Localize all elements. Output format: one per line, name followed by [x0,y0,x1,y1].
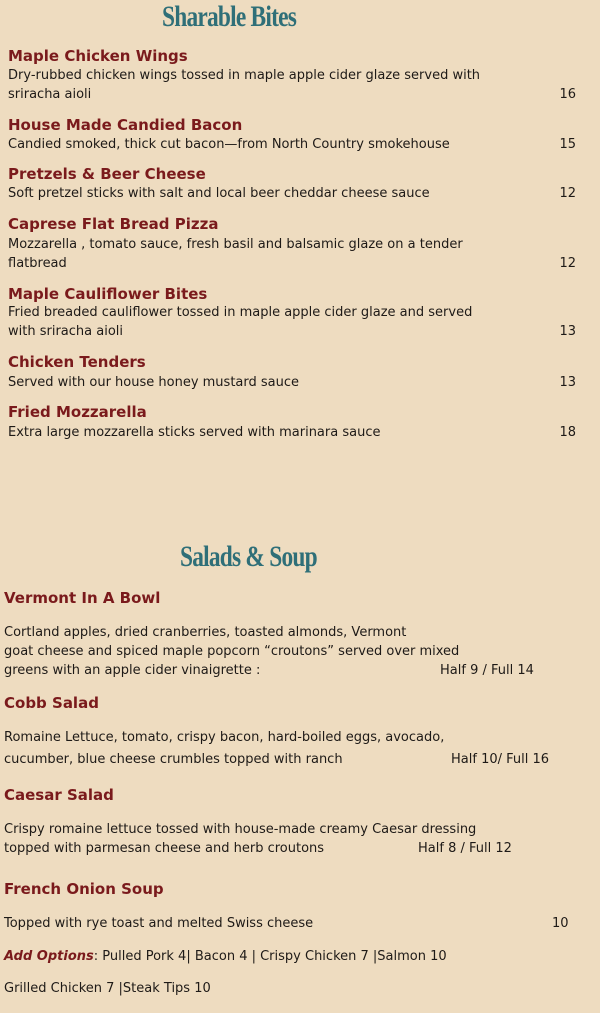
item-description: greens with an apple cider vinaigrette : [4,663,261,678]
item-description: Candied smoked, thick cut bacon—from North Country smokehouse [8,137,450,152]
item-description: Soft pretzel sticks with salt and local beer cheddar cheese sauce [8,186,430,201]
item-name: Pretzels & Beer Cheese [8,165,206,183]
item-price: 13 [559,375,576,390]
item-description: sriracha aioli [8,87,92,102]
item-name: Caesar Salad [4,786,114,804]
item-name: House Made Candied Bacon [8,116,243,134]
item-price: 12 [559,186,576,201]
item-name: Vermont In A Bowl [4,589,161,607]
item-name: Maple Cauliflower Bites [8,285,208,303]
item-price: Half 8 / Full 12 [418,841,512,856]
item-description: Served with our house honey mustard sauce [8,375,300,390]
item-price: 12 [559,256,576,271]
item-description: Cortland apples, dried cranberries, toasted almonds, Vermont [4,625,407,640]
item-description: Fried breaded cauliflower tossed in maple apple cider glaze and served [8,305,473,320]
item-price: 16 [559,87,576,102]
item-name: Fried Mozzarella [8,403,147,421]
item-price: Half 10/ Full 16 [451,752,550,767]
item-description: Crispy romaine lettuce tossed with house-made creamy Caesar dressing [4,822,477,837]
item-description: Dry-rubbed chicken wings tossed in maple apple cider glaze served with [8,68,481,83]
item-description: flatbread [8,256,67,271]
item-description: topped with parmesan cheese and herb croutons [4,841,325,856]
add-options-line: Grilled Chicken 7 |Steak Tips 10 [4,981,211,996]
item-name: Maple Chicken Wings [8,47,188,65]
item-description: goat cheese and spiced maple popcorn “croutons” served over mixed [4,644,460,659]
add-options-label: Add Options [4,949,94,964]
item-name: Chicken Tenders [8,353,146,371]
add-options-text: : Pulled Pork 4| Bacon 4 | Crispy Chicken 7 |Salmon 10 [93,949,447,964]
item-price: 15 [559,137,576,152]
item-description: Topped with rye toast and melted Swiss cheese [4,916,314,931]
item-price: 10 [552,916,569,931]
section-title-sharable-bites: Sharable Bites [162,0,297,33]
item-price: Half 9 / Full 14 [440,663,534,678]
section-title-salads-soup: Salads & Soup [180,540,317,573]
item-description: cucumber, blue cheese crumbles topped with ranch [4,752,343,767]
item-name: French Onion Soup [4,880,164,898]
item-description: Extra large mozzarella sticks served with marinara sauce [8,425,381,440]
item-description: Romaine Lettuce, tomato, crispy bacon, hard-boiled eggs, avocado, [4,730,445,745]
item-price: 18 [559,425,576,440]
item-name: Caprese Flat Bread Pizza [8,215,219,233]
item-description: Mozzarella , tomato sauce, fresh basil and balsamic glaze on a tender [8,237,463,252]
add-options-line [4,947,447,966]
item-name: Cobb Salad [4,694,99,712]
item-price: 13 [559,324,576,339]
item-description: with sriracha aioli [8,324,123,339]
